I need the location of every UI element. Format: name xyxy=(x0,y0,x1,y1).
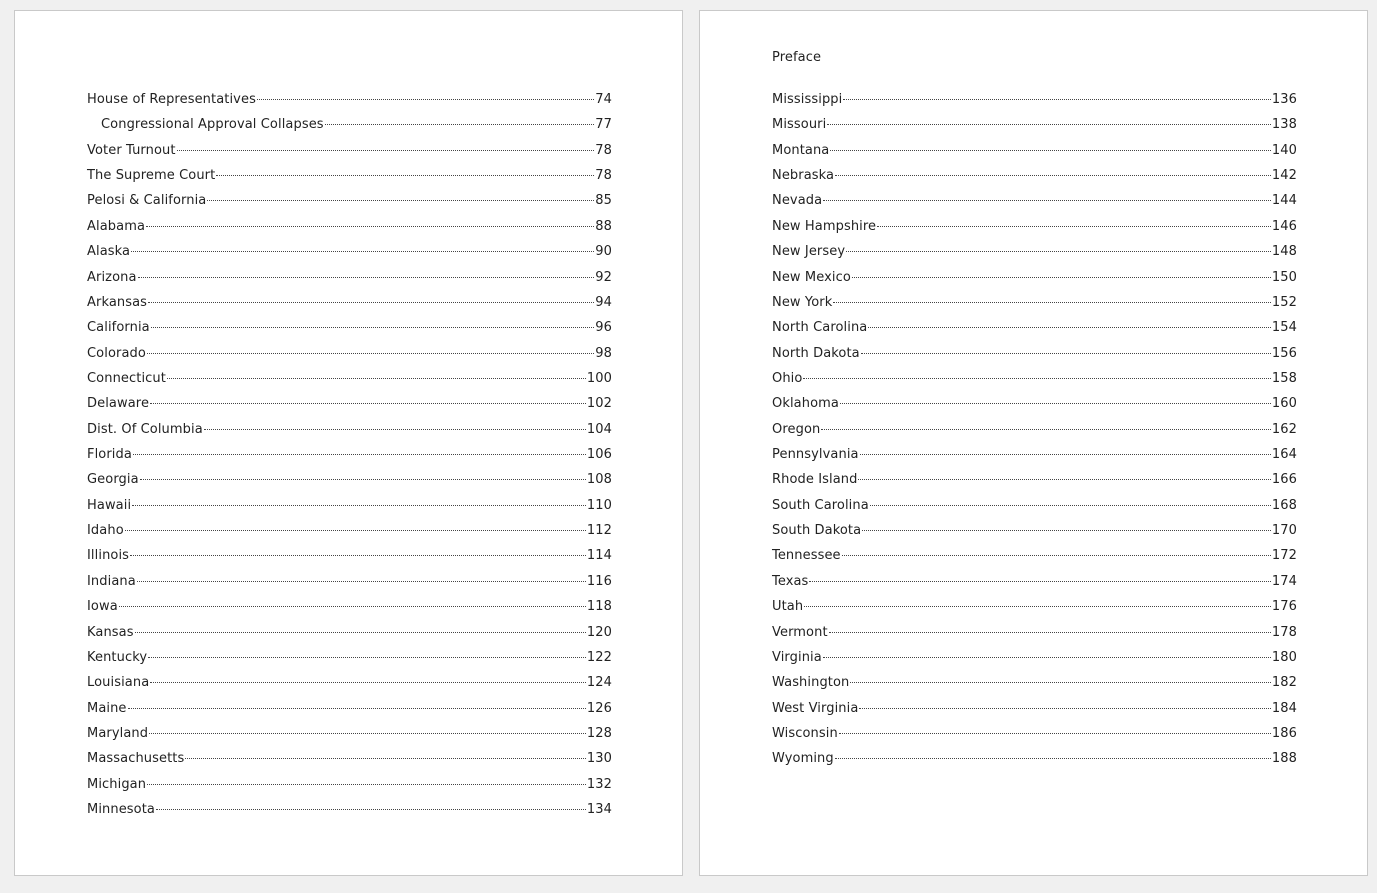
toc-entry-title: Louisiana xyxy=(87,675,150,691)
toc-entry-title: Washington xyxy=(772,675,850,691)
toc-dot-leader xyxy=(325,124,595,125)
toc-dot-leader xyxy=(823,200,1271,201)
toc-entry[interactable] xyxy=(772,750,1297,775)
toc-page-number: 136 xyxy=(1271,92,1297,107)
toc-entry[interactable] xyxy=(87,547,612,572)
toc-page-number: 162 xyxy=(1271,421,1297,437)
toc-entry[interactable] xyxy=(87,370,612,395)
toc-page-number: 114 xyxy=(586,548,612,564)
toc-dot-leader xyxy=(207,200,594,201)
toc-entry[interactable] xyxy=(87,446,612,471)
toc-entry[interactable] xyxy=(772,116,1297,141)
toc-entry-title: North Carolina xyxy=(772,320,868,336)
toc-entry-title: House of Representatives xyxy=(87,92,256,107)
toc-entry-title: Voter Turnout xyxy=(87,142,176,158)
toc-entry[interactable] xyxy=(87,649,612,674)
toc-entry[interactable] xyxy=(87,573,612,598)
toc-page-number: 110 xyxy=(586,497,612,513)
toc-dot-leader xyxy=(128,708,586,709)
toc-entry-title: Wyoming xyxy=(772,751,834,767)
toc-entry[interactable] xyxy=(772,471,1297,496)
toc-page-number: 120 xyxy=(586,624,612,640)
toc-page-number: 124 xyxy=(586,675,612,691)
toc-entry[interactable] xyxy=(772,725,1297,750)
toc-page-number: 166 xyxy=(1271,472,1297,488)
toc-dot-leader xyxy=(843,99,1271,100)
toc-page-number: 148 xyxy=(1271,244,1297,260)
toc-entry[interactable] xyxy=(87,319,612,344)
toc-entry[interactable] xyxy=(87,294,612,319)
toc-page-number: 182 xyxy=(1271,675,1297,691)
toc-dot-leader xyxy=(852,277,1271,278)
toc-page-number: 74 xyxy=(595,92,612,107)
toc-page-number: 102 xyxy=(586,396,612,412)
toc-entry[interactable] xyxy=(772,142,1297,167)
toc-page-number: 138 xyxy=(1271,117,1297,133)
toc-entry[interactable] xyxy=(772,192,1297,217)
toc-page-number: 184 xyxy=(1271,700,1297,716)
toc-dot-leader xyxy=(167,378,586,379)
toc-dot-leader xyxy=(830,150,1270,151)
toc-page-number: 164 xyxy=(1271,447,1297,463)
toc-page-number: 77 xyxy=(595,117,612,133)
toc-dot-leader xyxy=(119,606,586,607)
toc-entry-title: Colorado xyxy=(87,345,146,361)
toc-dot-leader xyxy=(877,226,1271,227)
toc-entry-title: New Mexico xyxy=(772,269,851,285)
toc-entry[interactable] xyxy=(87,674,612,699)
toc-dot-leader xyxy=(216,175,594,176)
toc-entry-title: Missouri xyxy=(772,117,827,133)
toc-page-number: 142 xyxy=(1271,168,1297,184)
toc-dot-leader xyxy=(148,302,594,303)
toc-entry-title: Mississippi xyxy=(772,92,843,107)
toc-entry[interactable] xyxy=(87,471,612,496)
toc-dot-leader xyxy=(151,327,595,328)
toc-dot-leader xyxy=(829,632,1271,633)
toc-entry[interactable] xyxy=(87,776,612,801)
toc-page-number: 186 xyxy=(1271,725,1297,741)
toc-page-number: 104 xyxy=(586,421,612,437)
toc-entry[interactable] xyxy=(87,598,612,623)
toc-page-number: 154 xyxy=(1271,320,1297,336)
toc-entry[interactable] xyxy=(87,725,612,750)
toc-dot-leader xyxy=(839,733,1271,734)
toc-entry-title: Kansas xyxy=(87,624,134,640)
toc-entry[interactable] xyxy=(772,624,1297,649)
toc-dot-leader xyxy=(132,505,586,506)
toc-dot-leader xyxy=(131,251,594,252)
toc-dot-leader xyxy=(833,302,1271,303)
toc-entry[interactable] xyxy=(772,319,1297,344)
toc-dot-leader xyxy=(150,403,586,404)
toc-entry-title: Hawaii xyxy=(87,497,132,513)
toc-entry[interactable] xyxy=(772,446,1297,471)
toc-page-number: 100 xyxy=(586,370,612,386)
toc-entry[interactable] xyxy=(772,573,1297,598)
toc-page-number: 85 xyxy=(595,193,612,209)
toc-page-number: 180 xyxy=(1271,649,1297,665)
toc-entry-title: Alaska xyxy=(87,244,131,260)
toc-entry[interactable] xyxy=(87,522,612,547)
toc-dot-leader xyxy=(861,353,1271,354)
toc-entry-title: North Dakota xyxy=(772,345,860,361)
toc-entry[interactable] xyxy=(87,497,612,522)
toc-entry-title: South Dakota xyxy=(772,523,862,539)
toc-entry-title: Florida xyxy=(87,447,132,463)
toc-entry-title: Delaware xyxy=(87,396,150,412)
toc-page-number: 130 xyxy=(586,751,612,767)
toc-entry-title: Utah xyxy=(772,599,804,615)
toc-dot-leader xyxy=(823,657,1271,658)
toc-page-number: 188 xyxy=(1271,751,1297,767)
toc-page-number: 90 xyxy=(595,244,612,260)
toc-entry-title: Maryland xyxy=(87,725,149,741)
toc-entry-title: Arkansas xyxy=(87,294,148,310)
toc-entry-title: Pennsylvania xyxy=(772,447,859,463)
toc-page-number: 158 xyxy=(1271,370,1297,386)
toc-dot-leader xyxy=(821,429,1271,430)
toc-entry-title: Indiana xyxy=(87,573,136,589)
toc-entry[interactable] xyxy=(772,218,1297,243)
toc-dot-leader xyxy=(835,758,1271,759)
toc-dot-leader xyxy=(870,505,1271,506)
toc-entry-title: Virginia xyxy=(772,649,822,665)
toc-entry-title: Alabama xyxy=(87,218,146,234)
document-page-right xyxy=(699,10,1368,876)
toc-dot-leader xyxy=(204,429,586,430)
toc-entry-title: Connecticut xyxy=(87,370,166,386)
toc-dot-leader xyxy=(185,758,586,759)
toc-entry[interactable] xyxy=(87,218,612,243)
toc-entry[interactable] xyxy=(772,243,1297,268)
toc-page-number: 106 xyxy=(586,447,612,463)
toc-entry[interactable] xyxy=(87,750,612,775)
toc-dot-leader xyxy=(150,682,586,683)
toc-dot-leader xyxy=(137,581,586,582)
toc-page-number: 178 xyxy=(1271,624,1297,640)
toc-dot-leader xyxy=(133,454,586,455)
toc-entry[interactable] xyxy=(772,547,1297,572)
toc-page-number: 156 xyxy=(1271,345,1297,361)
toc-entry-title: Maine xyxy=(87,700,127,716)
toc-dot-leader xyxy=(840,403,1271,404)
toc-entry[interactable] xyxy=(87,269,612,294)
toc-entry-title: Tennessee xyxy=(772,548,841,564)
toc-entry[interactable] xyxy=(772,91,1297,116)
toc-dot-leader xyxy=(177,150,595,151)
toc-entry-title: Illinois xyxy=(87,548,130,564)
toc-page-number: 168 xyxy=(1271,497,1297,513)
toc-entry[interactable] xyxy=(772,269,1297,294)
toc-dot-leader xyxy=(804,606,1271,607)
toc-entry-title: Rhode Island xyxy=(772,472,858,488)
toc-page-number: 176 xyxy=(1271,599,1297,615)
toc-dot-leader xyxy=(138,277,595,278)
page-header-text: Preface xyxy=(772,50,822,65)
toc-entry[interactable] xyxy=(772,674,1297,699)
toc-page-number: 160 xyxy=(1271,396,1297,412)
toc-entry-title: Nevada xyxy=(772,193,823,209)
toc-page-number: 128 xyxy=(586,725,612,741)
toc-page-number: 108 xyxy=(586,472,612,488)
toc-entry[interactable] xyxy=(772,370,1297,395)
toc-entry-title: Arizona xyxy=(87,269,137,285)
toc-list-right xyxy=(772,91,1297,776)
toc-dot-leader xyxy=(149,733,586,734)
toc-page-number: 92 xyxy=(595,269,612,285)
toc-dot-leader xyxy=(148,657,586,658)
toc-entry[interactable] xyxy=(87,624,612,649)
toc-entry-title: Oklahoma xyxy=(772,396,839,412)
toc-entry[interactable] xyxy=(87,91,612,116)
toc-dot-leader xyxy=(835,175,1271,176)
toc-entry-title: Texas xyxy=(772,573,809,589)
toc-dot-leader xyxy=(858,479,1270,480)
toc-dot-leader xyxy=(130,555,586,556)
toc-page-number: 132 xyxy=(586,776,612,792)
toc-page-number: 146 xyxy=(1271,218,1297,234)
toc-entry[interactable] xyxy=(772,497,1297,522)
toc-entry[interactable] xyxy=(772,345,1297,370)
toc-entry-title: South Carolina xyxy=(772,497,869,513)
toc-dot-leader xyxy=(146,226,594,227)
toc-dot-leader xyxy=(156,809,586,810)
toc-page-number: 78 xyxy=(595,168,612,184)
toc-entry-title: Idaho xyxy=(87,523,124,539)
toc-dot-leader xyxy=(868,327,1270,328)
toc-entry[interactable] xyxy=(87,345,612,370)
toc-entry-title: Kentucky xyxy=(87,649,148,665)
toc-dot-leader xyxy=(147,353,594,354)
toc-dot-leader xyxy=(135,632,586,633)
toc-entry[interactable] xyxy=(87,243,612,268)
toc-page-number: 112 xyxy=(586,523,612,539)
toc-entry[interactable] xyxy=(772,700,1297,725)
toc-entry[interactable] xyxy=(87,192,612,217)
toc-entry[interactable] xyxy=(772,649,1297,674)
toc-dot-leader xyxy=(859,708,1270,709)
toc-list-left xyxy=(87,91,612,826)
document-page-left xyxy=(14,10,683,876)
toc-entry-title: Pelosi & California xyxy=(87,193,207,209)
toc-entry[interactable] xyxy=(772,294,1297,319)
toc-page-number: 170 xyxy=(1271,523,1297,539)
toc-entry-title: Oregon xyxy=(772,421,821,437)
toc-entry-title: West Virginia xyxy=(772,700,859,716)
toc-dot-leader xyxy=(827,124,1271,125)
toc-page-number: 118 xyxy=(586,599,612,615)
toc-entry[interactable] xyxy=(87,116,612,141)
toc-dot-leader xyxy=(809,581,1270,582)
toc-entry-title: Georgia xyxy=(87,472,139,488)
toc-entry[interactable] xyxy=(87,395,612,420)
toc-dot-leader xyxy=(862,530,1271,531)
toc-dot-leader xyxy=(860,454,1271,455)
toc-entry-title: Nebraska xyxy=(772,168,835,184)
toc-entry-title: Ohio xyxy=(772,370,803,386)
toc-entry-title: Michigan xyxy=(87,776,147,792)
toc-entry-title: Massachusetts xyxy=(87,751,185,767)
toc-entry[interactable] xyxy=(772,598,1297,623)
toc-entry-title: New Jersey xyxy=(772,244,846,260)
toc-entry-title: Congressional Approval Collapses xyxy=(101,117,324,133)
toc-entry[interactable] xyxy=(87,421,612,446)
toc-page-number: 150 xyxy=(1271,269,1297,285)
toc-entry-title: Dist. Of Columbia xyxy=(87,421,203,437)
toc-entry-title: Wisconsin xyxy=(772,725,838,741)
toc-page-number: 144 xyxy=(1271,193,1297,209)
toc-entry-title: Montana xyxy=(772,142,830,158)
toc-dot-leader xyxy=(842,555,1271,556)
toc-entry-title: Vermont xyxy=(772,624,828,640)
toc-page-number: 96 xyxy=(595,320,612,336)
toc-page-number: 88 xyxy=(595,218,612,234)
toc-page-number: 126 xyxy=(586,700,612,716)
toc-entry[interactable] xyxy=(772,522,1297,547)
toc-page-number: 172 xyxy=(1271,548,1297,564)
toc-entry-title: Iowa xyxy=(87,599,118,615)
toc-entry[interactable] xyxy=(87,142,612,167)
toc-page-number: 140 xyxy=(1271,142,1297,158)
toc-dot-leader xyxy=(850,682,1270,683)
toc-entry[interactable] xyxy=(87,167,612,192)
toc-entry-title: New York xyxy=(772,294,833,310)
toc-entry-title: New Hampshire xyxy=(772,218,877,234)
toc-dot-leader xyxy=(125,530,586,531)
toc-dot-leader xyxy=(140,479,586,480)
toc-dot-leader xyxy=(257,99,594,100)
toc-page-number: 152 xyxy=(1271,294,1297,310)
toc-dot-leader xyxy=(147,784,586,785)
toc-page-number: 98 xyxy=(595,345,612,361)
toc-page-number: 134 xyxy=(586,802,612,818)
toc-page-number: 116 xyxy=(586,573,612,589)
toc-dot-leader xyxy=(846,251,1271,252)
toc-entry[interactable] xyxy=(772,167,1297,192)
toc-page-number: 94 xyxy=(595,294,612,310)
toc-entry-title: The Supreme Court xyxy=(87,168,216,184)
toc-page-number: 78 xyxy=(595,142,612,158)
toc-entry-title: Minnesota xyxy=(87,802,155,818)
toc-entry[interactable] xyxy=(87,801,612,826)
toc-dot-leader xyxy=(803,378,1270,379)
toc-entry[interactable] xyxy=(772,421,1297,446)
toc-entry[interactable] xyxy=(772,395,1297,420)
toc-entry[interactable] xyxy=(87,700,612,725)
toc-page-number: 174 xyxy=(1271,573,1297,589)
toc-page-number: 122 xyxy=(586,649,612,665)
toc-entry-title: California xyxy=(87,320,150,336)
